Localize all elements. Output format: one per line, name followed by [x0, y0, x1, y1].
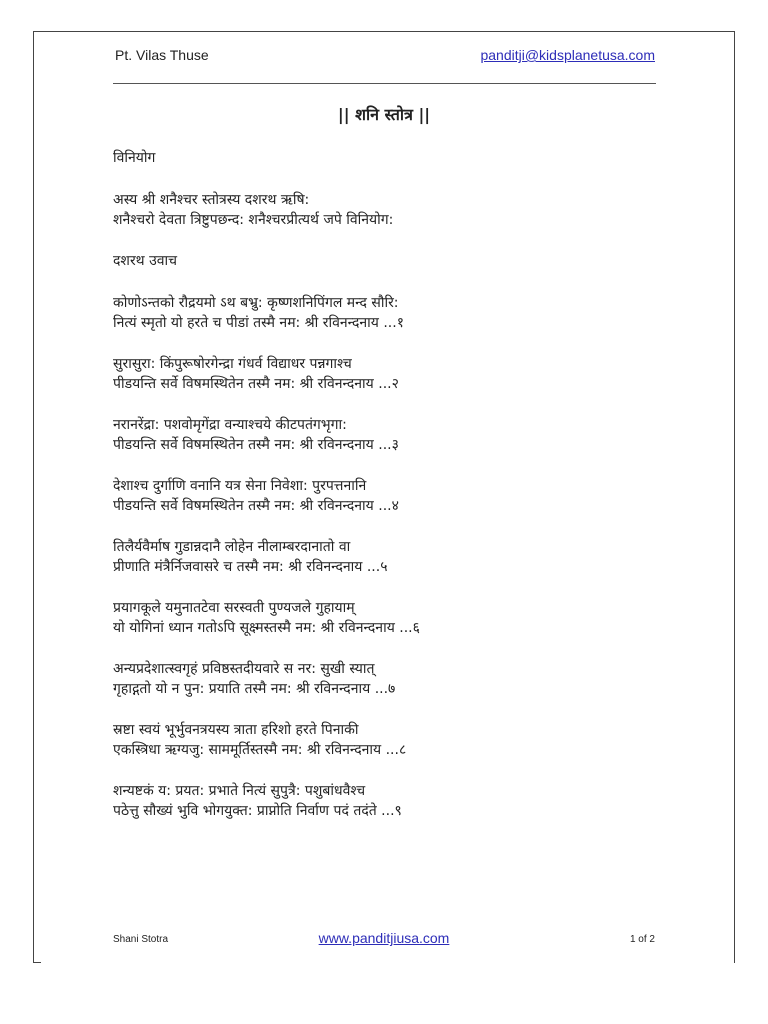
footer-page-number: 1 of 2: [629, 934, 655, 945]
verse-line: एकस्त्रिधा ऋग्यजु: साममूर्तिस्तस्मै नम: श्री रविनन्दनाय ...८: [113, 742, 407, 758]
viniyoga-line: शनैश्चरो देवता त्रिष्टुपछन्द: शनैश्चरप्रीत्यर्थ जपे विनियोग:: [113, 212, 394, 228]
verse-line: कोणोऽन्तको रौद्रयमो ऽथ बभ्रु: कृष्णशनिपिंगल मन्द सौरि:: [113, 295, 399, 311]
verse-line: सुरासुरा: किंपुरूषोरगेन्द्रा गंधर्व विद्याधर पन्नगाश्च: [113, 356, 352, 372]
document-title: || शनि स्तोत्र ||: [337, 105, 431, 124]
verse-5: [113, 537, 673, 577]
verse-line: पीडयन्ति सर्वे विषमस्थितेन तस्मै नम: श्री रविनन्दनाय ...३: [113, 437, 399, 453]
viniyoga-block: [113, 190, 673, 230]
header-author: Pt. Vilas Thuse: [115, 47, 209, 63]
verse-line: शन्यष्टकं य: प्रयत: प्रभाते नित्यं सुपुत्रै: पशुबांधवैश्च: [113, 783, 366, 799]
verse-line: पीडयन्ति सर्वे विषमस्थितेन तस्मै नम: श्री रविनन्दनाय ...४: [113, 498, 399, 514]
verse-1: [113, 293, 673, 333]
viniyoga-line: अस्य श्री शनैश्चर स्तोत्रस्य दशरथ ऋषि:: [113, 192, 310, 208]
verse-line: नित्यं स्मृतो यो हरते च पीडां तस्मै नम: श्री रविनन्दनाय ...१: [113, 315, 404, 331]
header-divider: [113, 83, 656, 84]
verse-2: [113, 354, 673, 394]
verse-line: देशाश्च दुर्गाणि वनानि यत्र सेना निवेशा: पुरपत्तनानि: [113, 478, 367, 494]
uvacha-heading: दशरथ उवाच: [113, 253, 178, 269]
verse-line: प्रीणाति मंत्रैर्निजवासरे च तस्मै नम: श्री रविनन्दनाय ...५: [113, 559, 388, 575]
verse-line: नरानरेंद्रा: पशवोमृगेंद्रा वन्याश्चये कीटपतंगभृगा:: [113, 417, 347, 433]
verse-line: गृहाद्गतो यो न पुन: प्रयाति तस्मै नम: श्री रविनन्दनाय ...७: [113, 681, 396, 697]
verse-6: [113, 598, 673, 638]
document-body: [113, 148, 673, 842]
verse-line: पीडयन्ति सर्वे विषमस्थितेन तस्मै नम: श्री रविनन्दनाय ...२: [113, 376, 399, 392]
verse-line: पठेत्तु सौख्यं भुवि भोगयुक्त: प्राप्नोति निर्वाण पदं तदंते ...९: [113, 803, 402, 819]
header-email-link[interactable]: panditji@kidsplanetusa.com: [480, 47, 655, 63]
verse-line: स्रष्टा स्वयं भूर्भुवनत्रयस्य त्राता हरिशो हरते पिनाकी: [113, 722, 359, 738]
footer-document-name: Shani Stotra: [113, 934, 169, 945]
verse-line: अन्यप्रदेशात्स्वगृहं प्रविष्ठस्तदीयवारे स नर: सुखी स्यात्: [113, 661, 375, 677]
verse-line: यो योगिनां ध्यान गतोऽपि सूक्ष्मस्तस्मै नम: श्री रविनन्दनाय ...६: [113, 620, 420, 636]
verse-7: [113, 659, 673, 699]
verse-line: तिलैर्यवैर्माष गुडान्नदानै लोहेन नीलाम्बरदानातो वा: [113, 539, 351, 555]
page-border-corner: [33, 962, 41, 963]
verse-3: [113, 415, 673, 455]
verse-line: प्रयागकूले यमुनातटेवा सरस्वती पुण्यजले गुहायाम्: [113, 600, 355, 616]
verse-4: [113, 476, 673, 516]
verse-9: [113, 781, 673, 821]
footer-website-link[interactable]: www.panditjiusa.com: [318, 930, 450, 946]
verse-8: [113, 720, 673, 760]
viniyoga-heading: विनियोग: [113, 150, 156, 166]
